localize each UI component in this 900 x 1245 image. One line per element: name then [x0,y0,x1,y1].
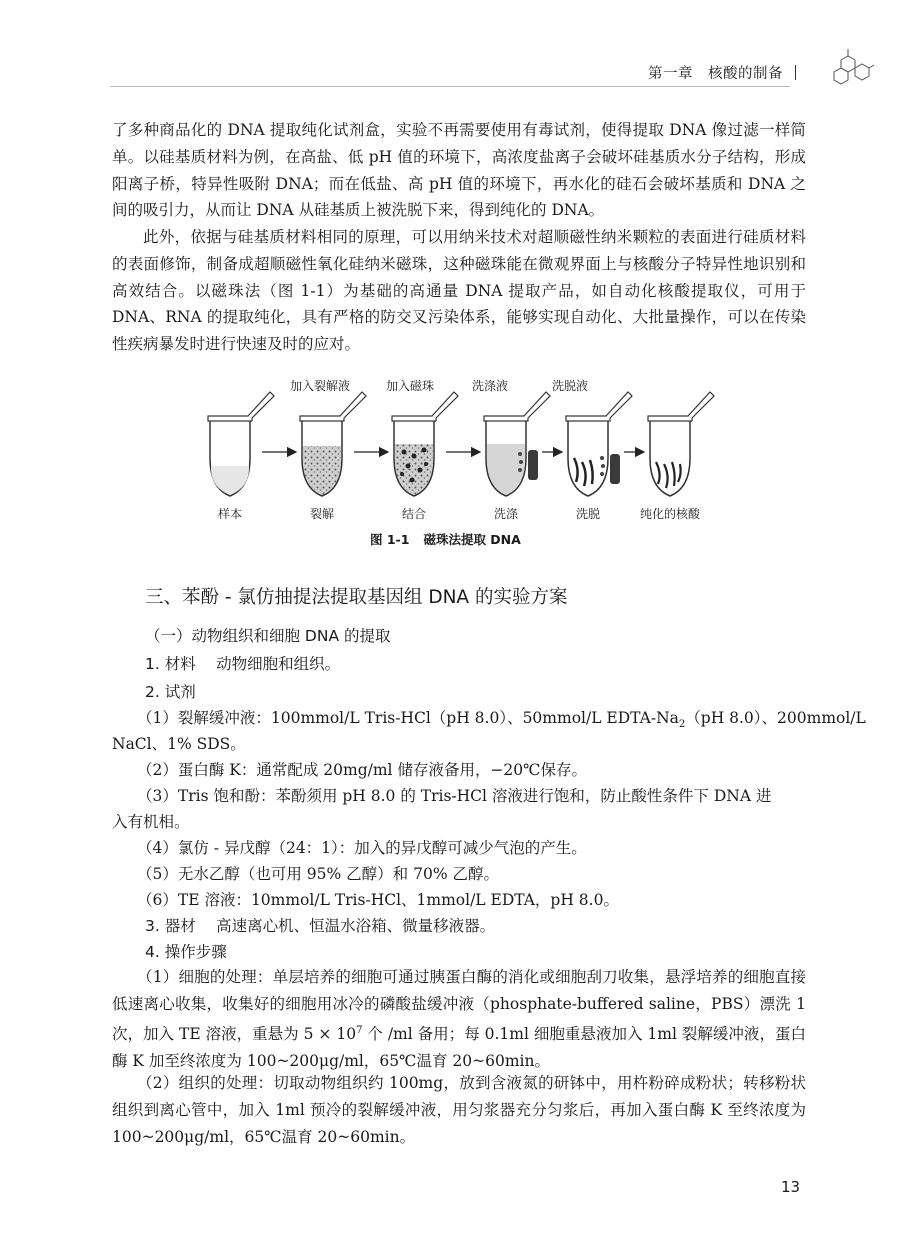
figure-caption [370,530,521,548]
figure-magnetic-bead-dna [200,378,720,548]
chapter-title-text: 第一章 核酸的制备 [648,66,783,82]
materials-line [145,652,340,674]
fig-bottom-label-6: 纯化的核酸 [639,507,701,521]
reagent-1-text-b: （pH 8.0）、200mmol/L [685,709,866,727]
fig-bottom-label-5: 洗脱 [575,507,601,521]
tube-purified [648,392,714,496]
fig-top-label-1: 加入裂解液 [289,379,351,393]
reagent-6: （6）TE 溶液：10mmol/L Tris-HCl、1mmol/L EDTA，pH 8.0。 [137,891,619,909]
fig-bottom-label-1: 样本 [217,507,243,521]
reagent-1-line-2: NaCl、1% SDS。 [112,735,246,753]
tube-washing [484,392,550,496]
equipment-text: 高速离心机、恒温水浴箱、微量移液器。 [216,917,496,935]
page-number: 13 [781,1178,801,1196]
materials-text: 动物细胞和组织。 [216,655,341,673]
reagent-2: （2）蛋白酶 K：通常配成 20mg/ml 储存液备用，−20℃保存。 [137,761,587,779]
reagent-1-text-a: （1）裂解缓冲液：100mmol/L Tris-HCl（pH 8.0）、50mmol/L EDTA-Na [137,709,679,727]
equipment-line [145,914,495,936]
reagent-1-subscript: 2 [678,719,686,731]
fig-bottom-label-2: 裂解 [309,507,335,521]
intro-paragraph-2: 此外，依据与硅基质材料相同的原理，可以用纳米技术对超顺磁性纳米颗粒的表面进行硅质材料的表面修饰，制备成超顺磁性氧化硅纳米磁珠，这种磁珠能在微观界面上与核酸分子特异性地识别和高效结合。以磁珠法（图 1-1）为基础的高通量 DNA 提取产品，如自动化核酸提取仪，可用于 DNA、RNA 的提取纯化，具有严格的防交叉污染体系，能够实现自动化、大批量操作，可以在传染性疾病暴发时进行快速及时的应对。 [112,228,806,354]
step-1-superscript: 7 [356,1024,363,1036]
equipment-label: 3. 器材 [145,917,196,935]
step-1-paragraph [112,964,806,1074]
figure-title: 磁珠法提取 DNA [423,532,521,547]
section-heading: 三、苯酚 - 氯仿抽提法提取基因组 DNA 的实验方案 [145,587,568,608]
subsection-heading: （一）动物组织和细胞 DNA 的提取 [145,627,391,645]
tube-elution [566,392,632,496]
steps-label: 4. 操作步骤 [145,943,227,961]
chapter-title [648,62,796,83]
figure-number: 图 1-1 [370,532,410,547]
molecule-icon [829,46,875,88]
step-1-text-b: 个 /ml 备用；每 0.1ml 细胞重悬液加入 1ml 裂解缓冲液，蛋白酶 K 加至终浓度为 100~200μg/ml，65℃温育 20~60min。 [112,1024,806,1070]
head-separator [795,65,796,80]
reagent-3-line-2: 入有机相。 [112,813,190,831]
reagent-1-line-1 [137,706,866,730]
fig-top-label-2: 加入磁珠 [385,379,435,393]
tube-lysis [300,392,366,496]
reagent-4: （4）氯仿 - 异戊醇（24：1）：加入的异戊醇可减少气泡的产生。 [137,839,587,857]
fig-top-label-4: 洗脱液 [551,379,589,393]
tube-binding [392,392,458,496]
materials-label: 1. 材料 [145,655,196,673]
fig-top-label-3: 洗涤液 [471,379,509,393]
fig-bottom-label-4: 洗涤 [493,507,519,521]
reagent-5: （5）无水乙醇（也可用 95% 乙醇）和 70% 乙醇。 [137,865,499,883]
intro-paragraph-1: 了多种商品化的 DNA 提取纯化试剂盒，实验不再需要使用有毒试剂，使得提取 DNA 像过滤一样简单。以硅基质材料为例，在高盐、低 pH 值的环境下，高浓度盐离子会破坏硅基质水分子结构，形成阳离子桥，特异性吸附 DNA；而在低盐、高 pH 值的环境下，再水化的硅石会破坏基质和 DNA 之间的吸引力，从而让 DNA 从硅基质上被洗脱下来，得到纯化的 DNA。 [112,121,806,220]
step-2-paragraph: （2）组织的处理：切取动物组织约 100mg，放到含液氮的研钵中，用杵粉碎成粉状；转移粉状组织到离心管中，加入 1ml 预冷的裂解缓冲液，用匀浆器充分匀浆后，再加入蛋白酶 K 至终浓度为 100~200μg/ml，65℃温育 20~60min。 [112,1074,806,1146]
reagents-line [145,680,196,702]
reagent-3-line-1: （3）Tris 饱和酚：苯酚须用 pH 8.0 的 Tris-HCl 溶液进行饱和，防止酸性条件下 DNA 进 [137,787,772,805]
fig-bottom-label-3: 结合 [401,507,427,521]
tube-sample [208,392,274,496]
reagents-label: 2. 试剂 [145,683,196,701]
step-1-text-a: （1）细胞的处理：单层培养的细胞可通过胰蛋白酶的消化或细胞刮刀收集，悬浮培养的细胞直接低速离心收集，收集好的细胞用冰冷的磷酸盐缓冲液（phosphate-buffered saline，PBS）漂洗 1 次，加入 TE 溶液，重悬为 5 × 10 [112,968,806,1043]
head-rule [110,86,790,87]
steps-line [145,940,227,962]
running-head [0,0,900,90]
